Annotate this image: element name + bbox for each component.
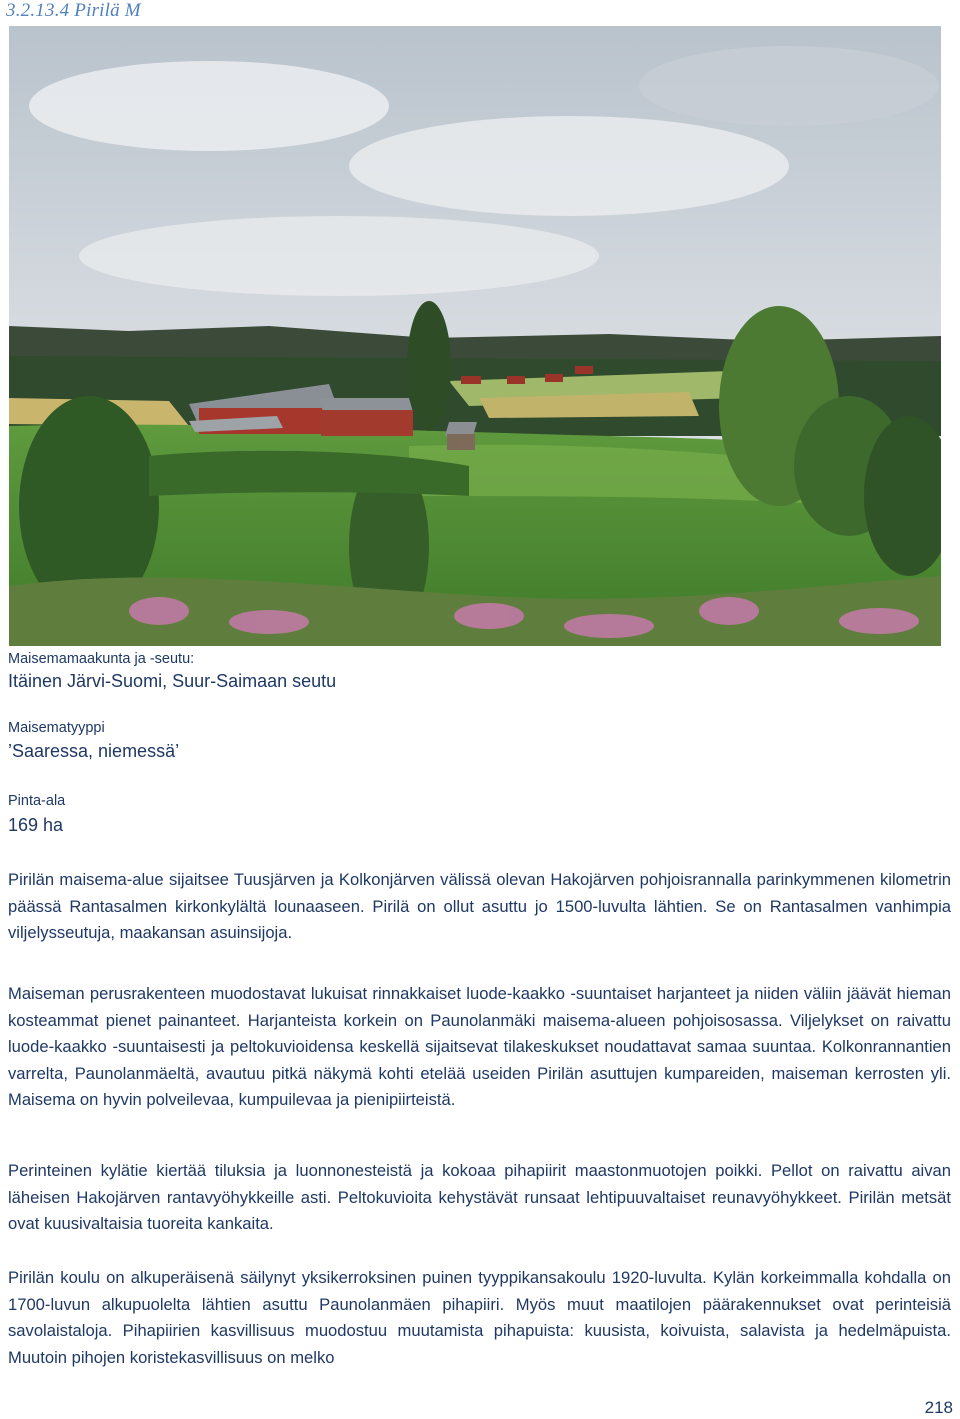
- section-heading: 3.2.13.4 Pirilä M: [6, 0, 141, 21]
- page-number: 218: [924, 1398, 953, 1417]
- landscape-type-label: Maisematyyppi: [8, 720, 105, 736]
- landscape-region-label: Maisemamaakunta ja -seutu:: [8, 651, 195, 667]
- paragraph-structure: Maiseman perusrakenteen muodostavat lukuisat rinnakkaiset luode-kaakko -suuntaiset harjanteet ja niiden väliin jäävät hieman kosteammat pienet painanteet. Harjanteista korkein on Paunolanmäki maisema-alueen pohjoisosassa. Viljelykset on raivattu luode-kaakko -suuntaisesti ja peltokuvioidensa keskellä sijaitsevat tilakeskukset noudattavat samaa suuntaa. Kolkonrannantien varrelta, Paunolanmäeltä, avautuu pitkä näkymä kohti etelää useiden Pirilän asuttujen kumpareiden, maiseman kerrosten yli. Maisema on hyvin polveilevaa, kumpuilevaa ja pienipiirteistä.: [8, 984, 951, 1109]
- paragraph-school: Pirilän koulu on alkuperäisenä säilynyt yksikerroksinen puinen tyyppikansakoulu 1920-luvulta. Kylän korkeimmalla kohdalla on 1700-luvun alkupuolelta lähtien asuttu Paunolanmäen pihapiiri. Myös muut maatilojen päärakennukset ovat perinteisiä savolaistaloja. Pihapiirien kasvillisuus muodostuu muutamista pihapuista: kuusista, koivuista, salavista ja hedelmäpuista. Muutoin pihojen koristekasvillisuus on melko: [8, 1268, 951, 1367]
- landscape-type-value: ’Saaressa, niemessä’: [8, 741, 180, 761]
- area-value: 169 ha: [8, 815, 64, 835]
- area-label: Pinta-ala: [8, 793, 66, 809]
- paragraph-village-road: Perinteinen kylätie kiertää tiluksia ja luonnonesteistä ja kokoaa pihapiirit maastonmuotojen poikki. Pellot on raivattu aivan läheisen Hakojärven rantavyöhykkeille asti. Peltokuvioita kehystävät runsaat lehtipuuvaltaiset reunavyöhykkeet. Pirilän metsät ovat kuusivaltaisia tuoreita kankaita.: [8, 1161, 951, 1233]
- landscape-photo: [9, 26, 941, 646]
- paragraph-location: Pirilän maisema-alue sijaitsee Tuusjärven ja Kolkonjärven välissä olevan Hakojärven pohjoisrannalla parinkymmenen kilometrin päässä Rantasalmen kirkonkylältä lounaaseen. Pirilä on ollut asuttu jo 1500-luvulta lähtien. Se on Rantasalmen vanhimpia viljelysseutuja, maakansan asuinsijoja.: [8, 870, 951, 942]
- landscape-region-value: Itäinen Järvi-Suomi, Suur-Saimaan seutu: [8, 671, 337, 691]
